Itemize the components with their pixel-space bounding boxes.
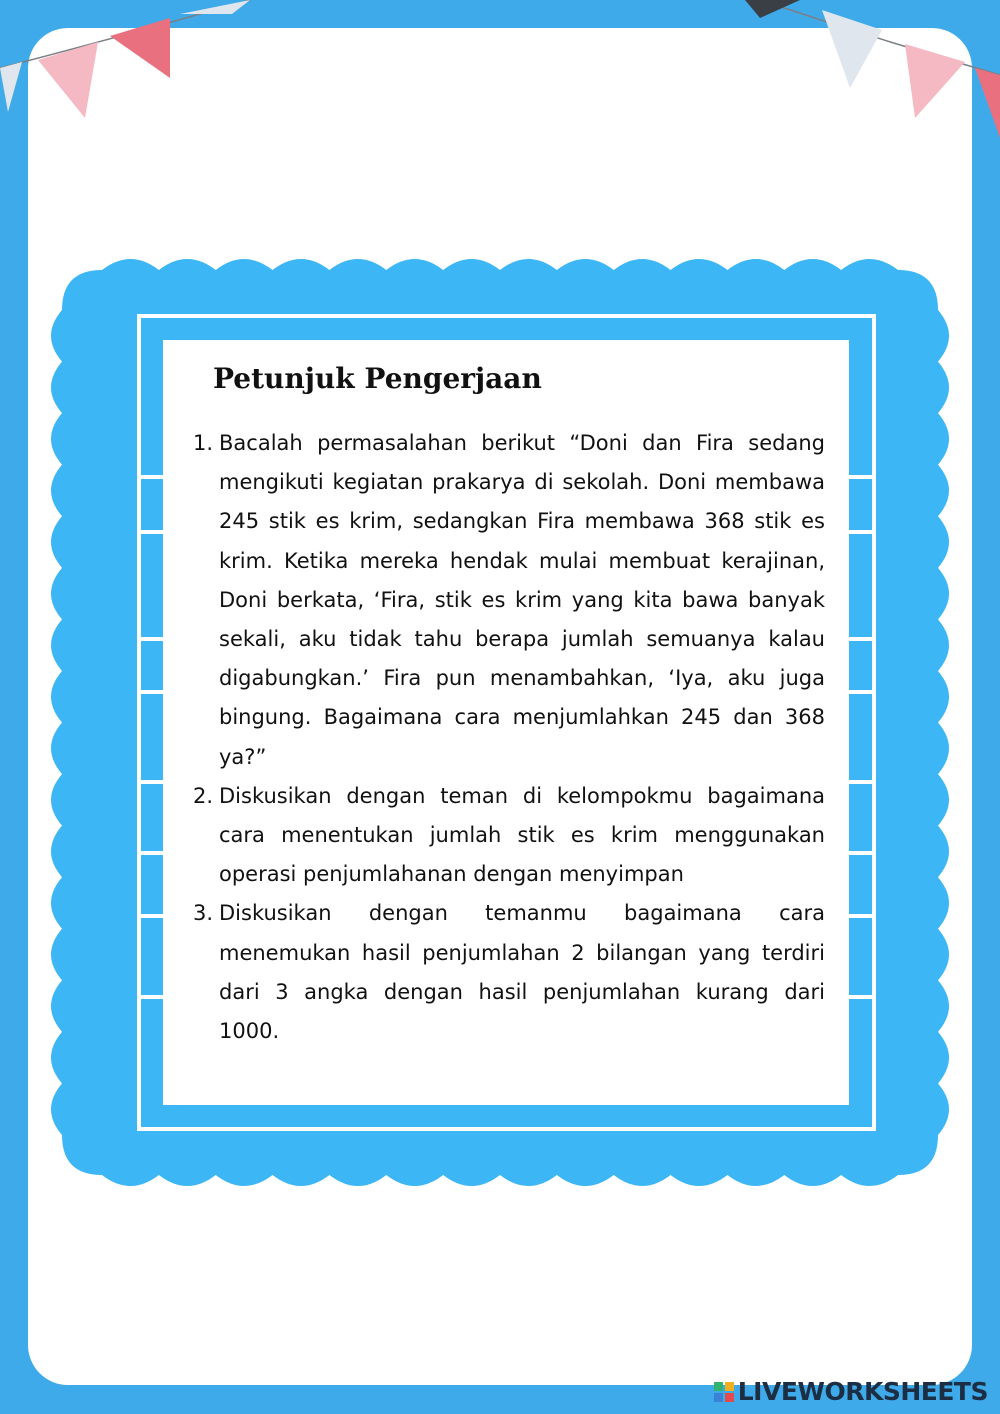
instruction-list — [193, 424, 825, 1051]
instruction-number: 3. — [193, 901, 214, 926]
instruction-text: Diskusikan dengan temanmu bagaimana cara menemukan hasil penjumlahan 2 bilangan yang terdiri dari 3 angka dengan hasil penjumlahan kurang dari 1000. — [219, 901, 825, 1044]
liveworksheets-brand[interactable] — [714, 1377, 988, 1406]
instruction-item — [193, 424, 825, 777]
liveworksheets-logo-icon — [714, 1382, 734, 1402]
instructions-card — [163, 340, 849, 1105]
instruction-number: 2. — [193, 783, 214, 808]
instruction-number: 1. — [193, 431, 214, 455]
instruction-text: Diskusikan dengan teman di kelompokmu bagaimana cara menentukan jumlah stik es krim menggunakan operasi penjumlahanan dengan menyimpan — [219, 783, 825, 887]
card-title: Petunjuk Pengerjaan — [213, 362, 542, 395]
instruction-item — [193, 777, 825, 895]
brand-wordmark: LIVEWORKSHEETS — [737, 1377, 988, 1406]
instruction-item — [193, 894, 825, 1051]
instruction-text: Bacalah permasalahan berikut “Doni dan Fira sedang mengikuti kegiatan prakarya di sekolah. Doni membawa 245 stik es krim, sedangkan Fira membawa 368 stik es krim. Ketika mereka hendak mulai membuat kerajinan, Doni berkata, ‘Fira, stik es krim yang kita bawa banyak sekali, aku tidak tahu berapa jumlah semuanya kalau digabungkan.’ Fira pun menambahkan, ‘Iya, aku juga bingung. Bagaimana cara menjumlahkan 245 dan 368 ya?” — [219, 431, 825, 769]
